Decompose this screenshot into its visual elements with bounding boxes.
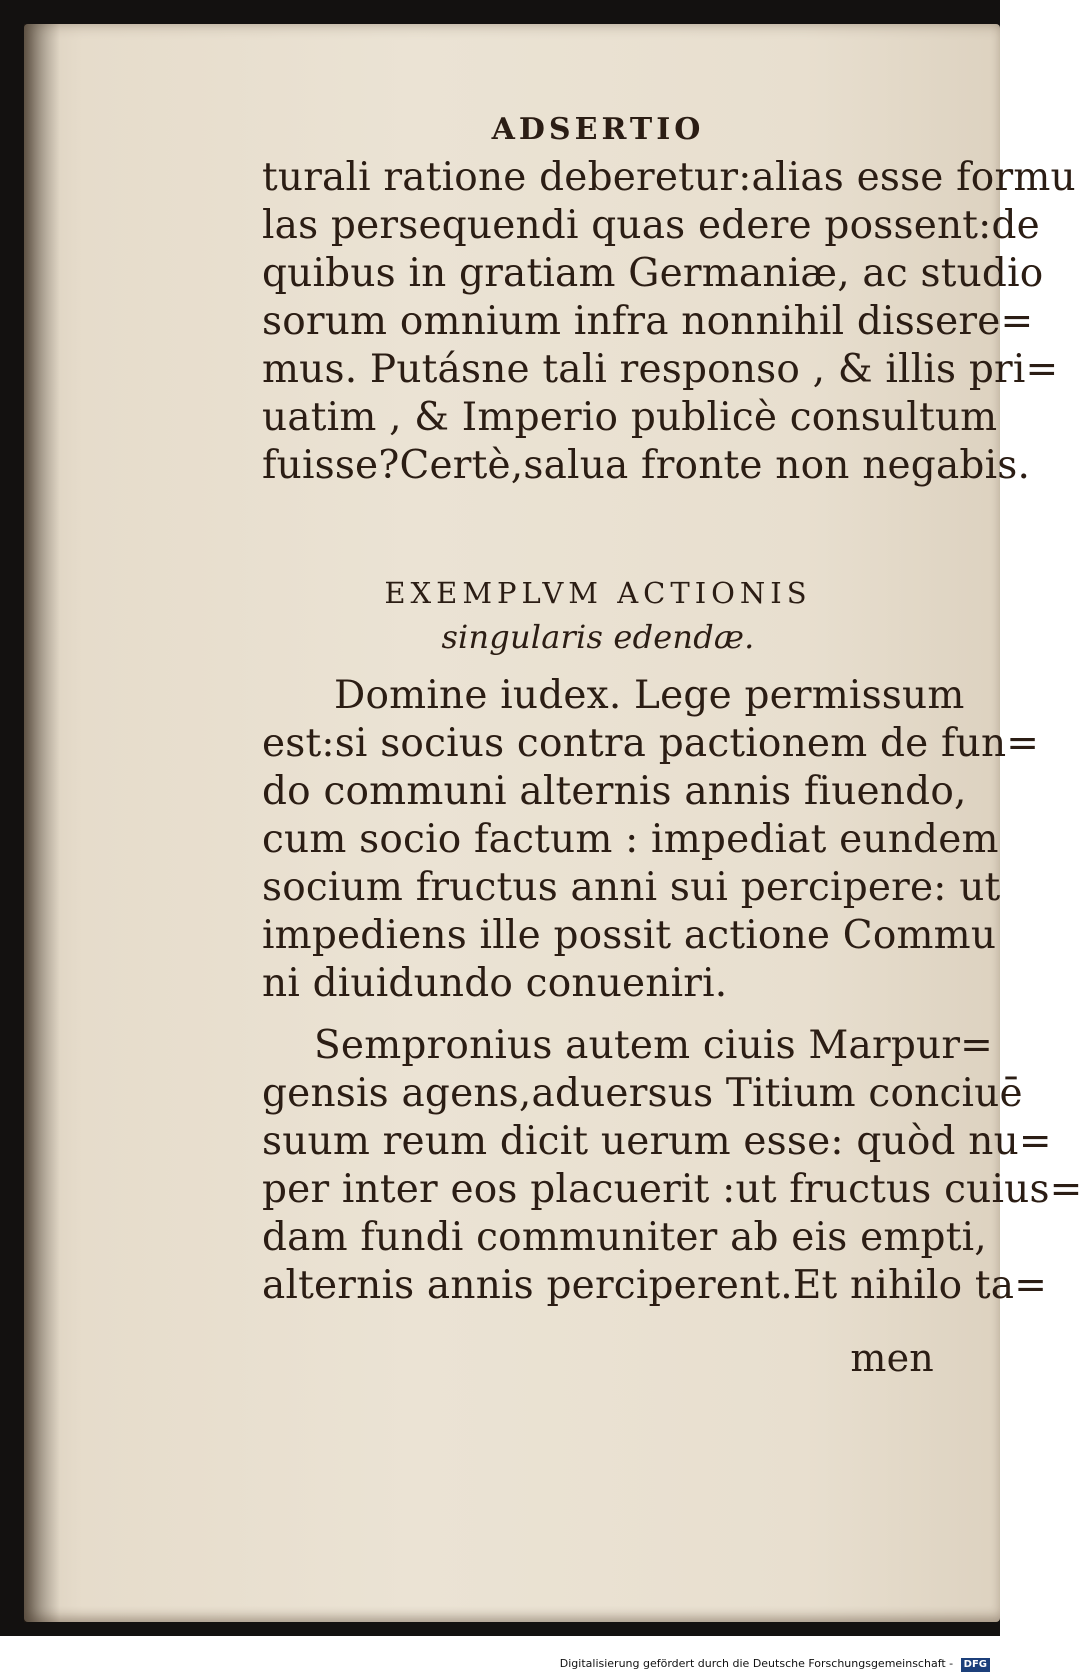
text-line: Domine iudex. Lege permissum — [334, 673, 965, 718]
text-line: gensis agens,aduersus Titium conciuē — [262, 1071, 1023, 1116]
text-line: est:si socius contra pactionem de fun= — [262, 721, 1040, 766]
text-line: turali ratione deberetur:alias esse formu — [262, 155, 1076, 200]
credit-text: Digitalisierung gefördert durch die Deutsche Forschungsgemeinschaft - — [559, 1657, 954, 1670]
digitization-credit — [0, 1652, 1000, 1675]
text-line: do communi alternis annis fiuendo, — [262, 769, 967, 814]
text-line: las persequendi quas edere possent:de — [262, 203, 1040, 248]
text-line: quibus in gratiam Germaniæ, ac studio — [262, 251, 1044, 296]
text-line: impediens ille possit actione Commu — [262, 913, 997, 958]
section-heading: EXEMPLVM ACTIONIS — [384, 576, 812, 610]
text-line: uatim , & Imperio publicè consultum — [262, 395, 998, 440]
text-line: socium fructus anni sui percipere: ut — [262, 865, 1001, 910]
text-line: fuisse?Certè,salua fronte non negabis. — [262, 443, 1031, 488]
section-subheading: singularis edendæ. — [441, 618, 755, 656]
text-line: dam fundi communiter ab eis empti, — [262, 1215, 987, 1260]
spine-shadow — [24, 24, 60, 1622]
text-line: Sempronius autem ciuis Marpur= — [314, 1023, 994, 1068]
text-line: sorum omnium infra nonnihil dissere= — [262, 299, 1034, 344]
text-line: cum socio factum : impediat eundem — [262, 817, 999, 862]
text-line: ni diuidundo conueniri. — [262, 961, 728, 1006]
running-head: ADSERTIO — [491, 112, 705, 147]
text-line: per inter eos placuerit :ut fructus cuius= — [262, 1167, 1083, 1212]
text-line: suum reum dicit uerum esse: quòd nu= — [262, 1119, 1052, 1164]
text-line: mus. Putásne tali responso , & illis pri= — [262, 347, 1059, 392]
text-line: alternis annis perciperent.Et nihilo ta= — [262, 1263, 1048, 1308]
dfg-logo: DFG — [961, 1658, 990, 1672]
catchword: men — [850, 1336, 934, 1380]
